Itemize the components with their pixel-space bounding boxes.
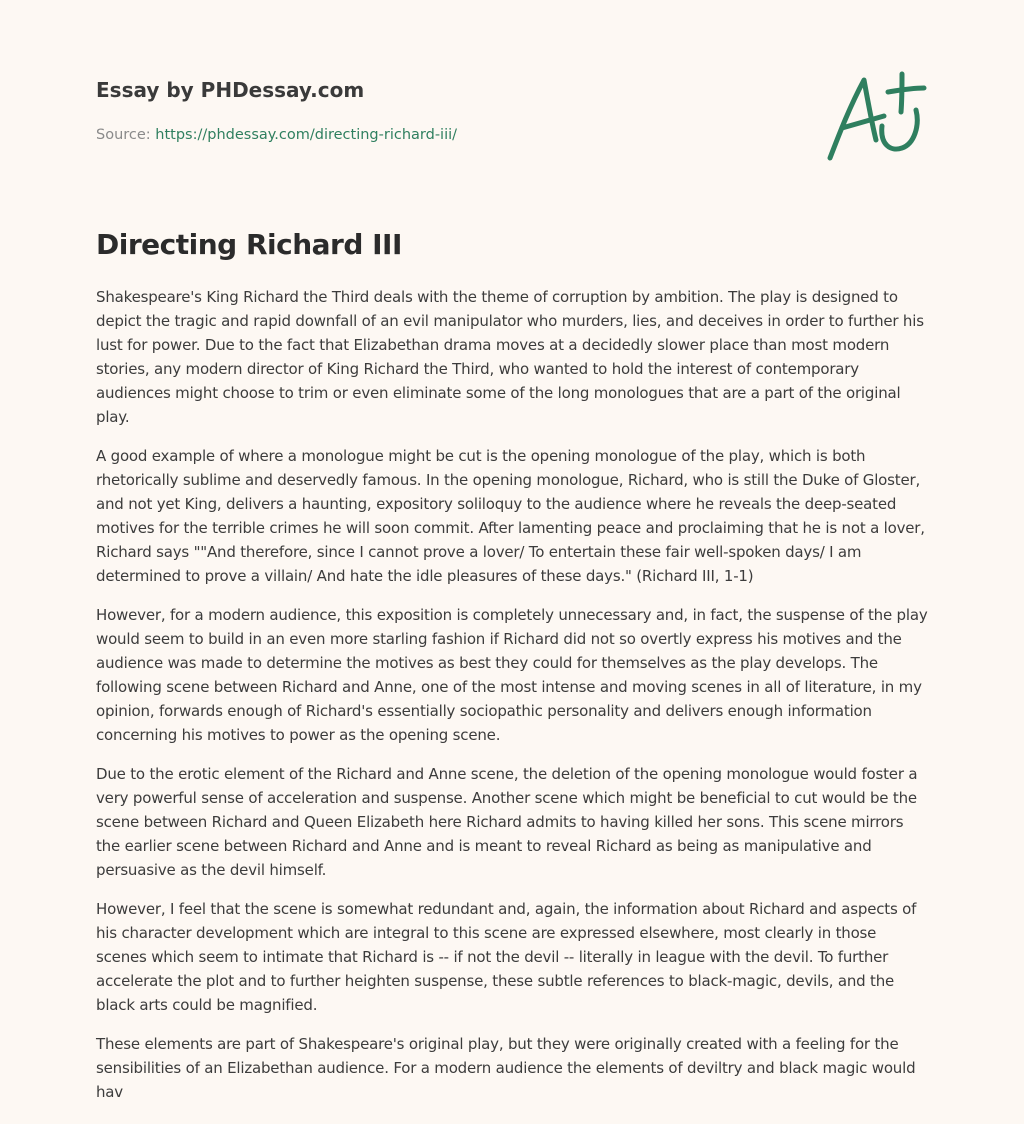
essay-paragraph: Shakespeare's King Richard the Third deals with the theme of corruption by ambition. The play is designed to depict the tragic and rapid downfall of an evil manipulator who murders, lies, and deceives in order to further his lust for power. Due to the fact that Elizabethan drama moves at a decidedly slower place than most modern stories, any modern director of King Richard the Third, who wanted to hold the interest of contemporary audiences might choose to trim or even eliminate some of the long monologues that are a part of the original play. xyxy=(96,288,924,426)
source-line xyxy=(96,125,457,145)
essay-paragraph: However, for a modern audience, this exposition is completely unnecessary and, in fact, the suspense of the play would seem to build in an even more starling fashion if Richard did not so overtly express his motives and the audience was made to determine the motives as best they could for themselves as the play develops. The following scene between Richard and Anne, one of the most intense and moving scenes in all of literature, in my opinion, forwards enough of Richard's essentially sociopathic personality and delivers enough information concerning his motives to power as the opening scene. xyxy=(96,606,928,744)
essay-title: Directing Richard III xyxy=(96,228,402,261)
essay-body xyxy=(96,285,930,1119)
site-brand: Essay by PHDessay.com xyxy=(96,78,365,102)
a-plus-grade-icon xyxy=(822,66,928,166)
essay-paragraph: These elements are part of Shakespeare's original play, but they were originally created with a feeling for the sensibilities of an Elizabethan audience. For a modern audience the elements of deviltry and black magic would hav xyxy=(96,1035,916,1101)
essay-paragraph: A good example of where a monologue might be cut is the opening monologue of the play, which is both rhetorically sublime and deservedly famous. In the opening monologue, Richard, who is still the Duke of Gloster, and not yet King, delivers a haunting, expository soliloquy to the audience where he reveals the deep-seated motives for the terrible crimes he will soon commit. After lamenting peace and proclaiming that he is not a lover, Richard says ""And therefore, since I cannot prove a lover/ To entertain these fair well-spoken days/ I am determined to prove a villain/ And hate the idle pleasures of these days." (Richard III, 1-1) xyxy=(96,447,925,585)
essay-paragraph: However, I feel that the scene is somewhat redundant and, again, the information about Richard and aspects of his character development which are integral to this scene are expressed elsewhere, most clearly in those scenes which seem to intimate that Richard is -- if not the devil -- literally in league with the devil. To further accelerate the plot and to further heighten suspense, these subtle references to black-magic, devils, and the black arts could be magnified. xyxy=(96,900,917,1014)
source-link[interactable]: https://phdessay.com/directing-richard-iii/ xyxy=(155,127,458,143)
page-header xyxy=(96,76,457,145)
essay-paragraph: Due to the erotic element of the Richard and Anne scene, the deletion of the opening monologue would foster a very powerful sense of acceleration and suspense. Another scene which might be beneficial to cut would be the scene between Richard and Queen Elizabeth here Richard admits to having killed her sons. This scene mirrors the earlier scene between Richard and Anne and is meant to reveal Richard as being as manipulative and persuasive as the devil himself. xyxy=(96,765,918,879)
source-label: Source: xyxy=(96,127,156,143)
